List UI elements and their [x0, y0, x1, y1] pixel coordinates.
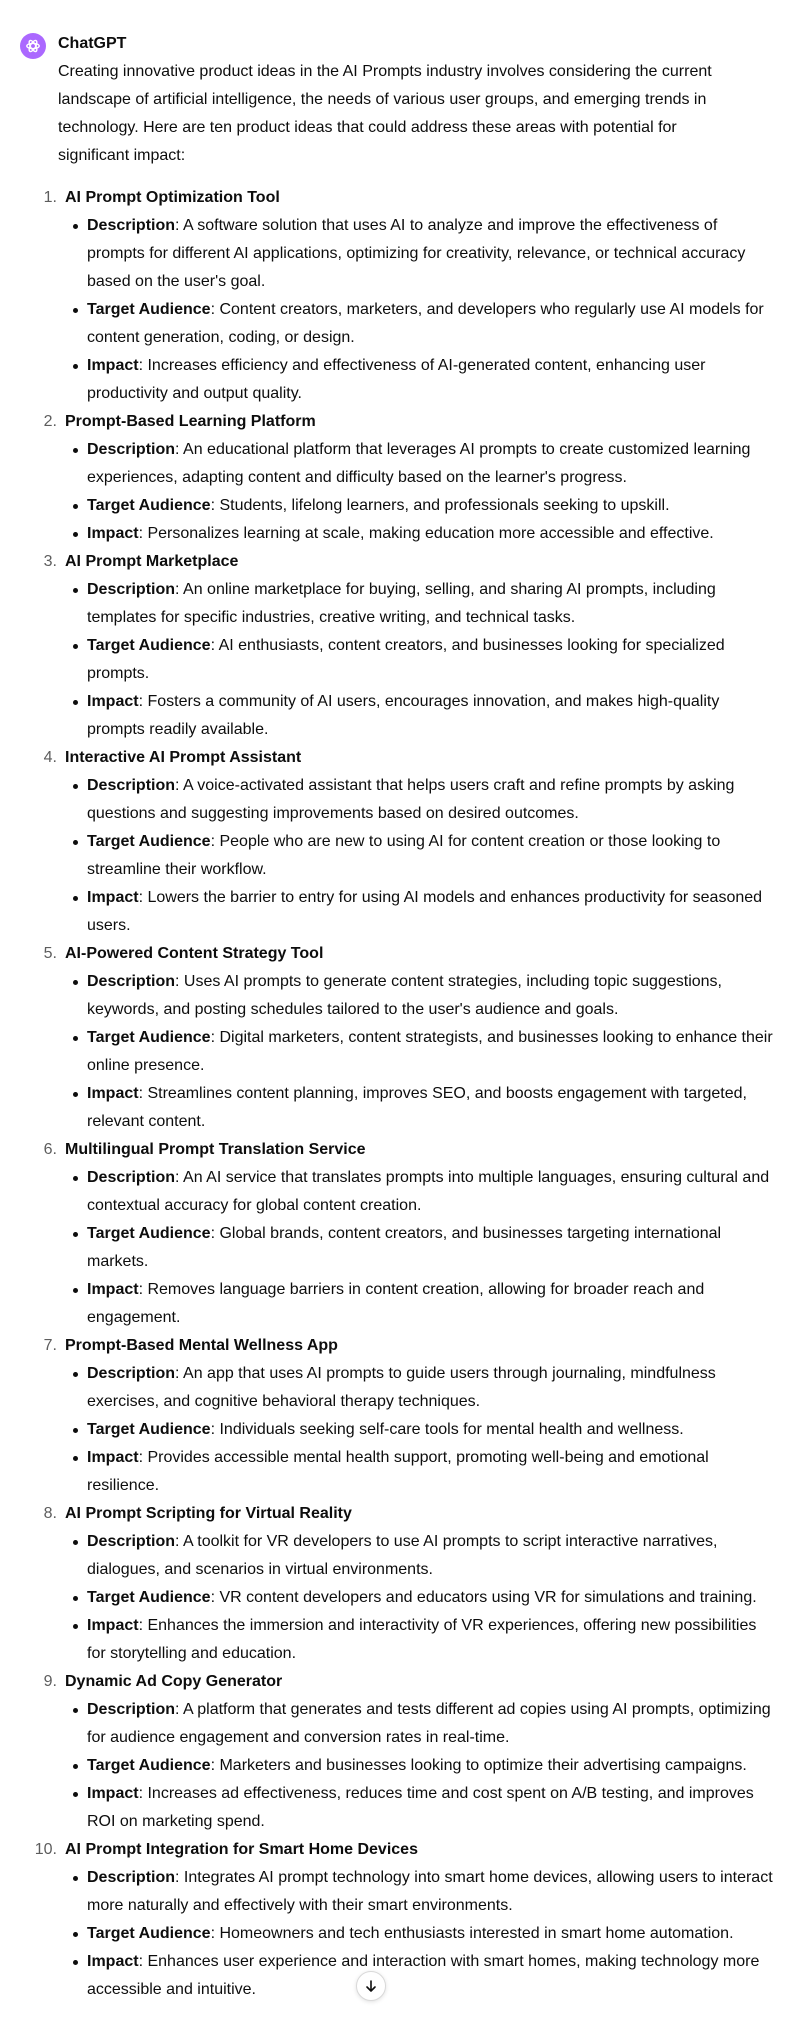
ideas-list [20, 184, 772, 2004]
idea-number: 1. [43, 189, 57, 206]
point-text: : Enhances the immersion and interactivity of VR experiences, offering new possibilities for storytelling and education. [87, 1617, 757, 1662]
idea-number: 10. [34, 1841, 57, 1858]
idea-number: 5. [43, 945, 57, 962]
point-text: : Provides accessible mental health support, promoting well-being and emotional resilience. [87, 1449, 709, 1494]
idea-number: 6. [43, 1141, 57, 1158]
point-label: Target Audience [87, 1029, 211, 1046]
idea-points [65, 1360, 772, 1500]
point-label: Target Audience [87, 1421, 211, 1438]
point-text: : Personalizes learning at scale, making education more accessible and effective. [138, 525, 714, 542]
point-label: Description [87, 1169, 176, 1186]
bullet-icon [73, 644, 78, 649]
bullet-icon [73, 308, 78, 313]
bullet-icon [73, 1288, 78, 1293]
idea-point [65, 520, 777, 548]
point-label: Description [87, 1869, 176, 1886]
point-label: Impact [87, 1281, 139, 1298]
point-label: Description [87, 777, 176, 794]
idea-point [65, 576, 777, 632]
idea-point [65, 1948, 777, 2004]
point-text: : Students, lifelong learners, and professionals seeking to upskill. [210, 497, 670, 514]
bullet-icon [73, 1596, 78, 1601]
point-text: : Increases ad effectiveness, reduces time and cost spent on A/B testing, and improves ROI on marketing spend. [87, 1785, 754, 1830]
idea-point [65, 688, 777, 744]
point-label: Target Audience [87, 497, 211, 514]
idea-points [65, 212, 772, 408]
point-label: Description [87, 217, 176, 234]
idea-title: Prompt-Based Learning Platform [65, 413, 316, 430]
idea-item [20, 408, 772, 548]
idea-points [65, 1164, 772, 1332]
idea-point [65, 1920, 777, 1948]
bullet-icon [73, 700, 78, 705]
point-label: Target Audience [87, 1757, 211, 1774]
point-label: Impact [87, 525, 139, 542]
point-text: : A software solution that uses AI to analyze and improve the effectiveness of prompts for different AI applications, optimizing for creativity, relevance, or technical accuracy based on the user's goal. [87, 217, 746, 290]
idea-point [65, 352, 777, 408]
idea-number: 3. [43, 553, 57, 570]
idea-number: 7. [43, 1337, 57, 1354]
point-text: : Lowers the barrier to entry for using AI models and enhances productivity for seasoned users. [87, 889, 763, 934]
idea-point [65, 296, 777, 352]
point-label: Impact [87, 1085, 139, 1102]
idea-title: AI Prompt Integration for Smart Home Devices [65, 1841, 418, 1858]
point-text: : Enhances user experience and interaction with smart homes, making technology more accessible and intuitive. [87, 1953, 760, 1998]
point-label: Target Audience [87, 1589, 211, 1606]
point-text: : An app that uses AI prompts to guide users through journaling, mindfulness exercises, and cognitive behavioral therapy techniques. [87, 1365, 716, 1410]
point-label: Target Audience [87, 301, 211, 318]
idea-title: AI-Powered Content Strategy Tool [65, 945, 324, 962]
idea-title: Dynamic Ad Copy Generator [65, 1673, 283, 1690]
point-label: Impact [87, 1617, 139, 1634]
bullet-icon [73, 1876, 78, 1881]
idea-points [65, 576, 772, 744]
point-text: : Uses AI prompts to generate content strategies, including topic suggestions, keywords, and posting schedules tailored to the user's audience and goals. [87, 973, 722, 1018]
idea-point [65, 828, 777, 884]
idea-number: 9. [43, 1673, 57, 1690]
idea-item [20, 1500, 772, 1668]
bullet-icon [73, 1960, 78, 1965]
point-text: : An AI service that translates prompts into multiple languages, ensuring cultural and contextual accuracy for global content creation. [87, 1169, 770, 1214]
idea-points [65, 436, 772, 548]
point-text: : A toolkit for VR developers to use AI prompts to script interactive narratives, dialogues, and scenarios in virtual environments. [87, 1533, 718, 1578]
point-label: Description [87, 1365, 176, 1382]
idea-point [65, 1612, 777, 1668]
point-label: Description [87, 1701, 176, 1718]
point-label: Impact [87, 1953, 139, 1970]
point-label: Impact [87, 1785, 139, 1802]
point-text: : VR content developers and educators using VR for simulations and training. [210, 1589, 757, 1606]
point-label: Target Audience [87, 637, 211, 654]
point-text: : Content creators, marketers, and developers who regularly use AI models for content generation, coding, or design. [87, 301, 764, 346]
scroll-down-button[interactable] [356, 1971, 386, 2001]
idea-point [65, 632, 777, 688]
idea-item [20, 1332, 772, 1500]
idea-item [20, 940, 772, 1136]
point-label: Description [87, 581, 176, 598]
bullet-icon [73, 1372, 78, 1377]
idea-point [65, 1528, 777, 1584]
point-text: : Digital marketers, content strategists, and businesses looking to enhance their online presence. [87, 1029, 773, 1074]
message-author: ChatGPT [58, 35, 127, 52]
idea-point [65, 1416, 777, 1444]
point-label: Impact [87, 693, 139, 710]
idea-point [65, 1780, 777, 1836]
idea-item [20, 1668, 772, 1836]
bullet-icon [73, 588, 78, 593]
point-label: Description [87, 1533, 176, 1550]
idea-item [20, 744, 772, 940]
idea-points [65, 968, 772, 1136]
idea-number: 2. [43, 413, 57, 430]
bullet-icon [73, 840, 78, 845]
bullet-icon [73, 1792, 78, 1797]
idea-number: 8. [43, 1505, 57, 1522]
bullet-icon [73, 896, 78, 901]
bullet-icon [73, 1036, 78, 1041]
point-text: : AI enthusiasts, content creators, and businesses looking for specialized prompts. [87, 637, 725, 682]
point-text: : Increases efficiency and effectiveness of AI-generated content, enhancing user productivity and output quality. [87, 357, 706, 402]
bullet-icon [73, 1708, 78, 1713]
point-label: Target Audience [87, 1925, 211, 1942]
idea-item [20, 548, 772, 744]
idea-point [65, 1696, 777, 1752]
idea-title: Prompt-Based Mental Wellness App [65, 1337, 338, 1354]
idea-point [65, 884, 777, 940]
idea-point [65, 212, 777, 296]
idea-points [65, 1864, 772, 2004]
chatgpt-avatar [20, 33, 46, 59]
idea-title: Multilingual Prompt Translation Service [65, 1141, 366, 1158]
idea-points [65, 1696, 772, 1836]
point-text: : Global brands, content creators, and businesses targeting international markets. [87, 1225, 722, 1270]
point-text: : Individuals seeking self-care tools for mental health and wellness. [210, 1421, 684, 1438]
idea-point [65, 1584, 777, 1612]
idea-point [65, 1752, 777, 1780]
idea-point [65, 1360, 777, 1416]
point-text: : A platform that generates and tests different ad copies using AI prompts, optimizing for audience engagement and conversion rates in real-time. [87, 1701, 771, 1746]
bullet-icon [73, 1540, 78, 1545]
idea-points [65, 1528, 772, 1668]
idea-point [65, 1080, 777, 1136]
bullet-icon [73, 1428, 78, 1433]
idea-number: 4. [43, 749, 57, 766]
idea-title: AI Prompt Marketplace [65, 553, 239, 570]
bullet-icon [73, 1764, 78, 1769]
bullet-icon [73, 532, 78, 537]
idea-item [20, 184, 772, 408]
intro-paragraph: Creating innovative product ideas in the AI Prompts industry involves considering the current landscape of artificial intelligence, the needs of various user groups, and emerging trends in technology. Here are ten product ideas that could address these areas with potential for significant impact: [58, 63, 712, 164]
bullet-icon [73, 448, 78, 453]
arrow-down-icon [364, 1979, 378, 1993]
point-label: Description [87, 441, 176, 458]
point-text: : Homeowners and tech enthusiasts interested in smart home automation. [210, 1925, 734, 1942]
idea-item [20, 1136, 772, 1332]
point-label: Description [87, 973, 176, 990]
idea-point [65, 1276, 777, 1332]
bullet-icon [73, 1456, 78, 1461]
point-text: : Integrates AI prompt technology into smart home devices, allowing users to interact more naturally and effectively with their smart environments. [87, 1869, 773, 1914]
point-text: : Removes language barriers in content creation, allowing for broader reach and engagement. [87, 1281, 705, 1326]
idea-point [65, 1024, 777, 1080]
idea-point [65, 436, 777, 492]
idea-title: AI Prompt Optimization Tool [65, 189, 280, 206]
bullet-icon [73, 1176, 78, 1181]
bullet-icon [73, 980, 78, 985]
point-text: : An educational platform that leverages AI prompts to create customized learning experiences, adapting content and difficulty based on the learner's progress. [87, 441, 751, 486]
bullet-icon [73, 504, 78, 509]
point-text: : Marketers and businesses looking to optimize their advertising campaigns. [210, 1757, 747, 1774]
idea-point [65, 1164, 777, 1220]
point-label: Target Audience [87, 833, 211, 850]
idea-point [65, 492, 777, 520]
idea-point [65, 1864, 777, 1920]
idea-point [65, 772, 777, 828]
point-text: : An online marketplace for buying, selling, and sharing AI prompts, including templates for specific industries, creative writing, and technical tasks. [87, 581, 716, 626]
point-label: Target Audience [87, 1225, 211, 1242]
idea-point [65, 1444, 777, 1500]
bullet-icon [73, 1092, 78, 1097]
bullet-icon [73, 1232, 78, 1237]
openai-logo-icon [25, 38, 41, 54]
idea-point [65, 968, 777, 1024]
point-text: : People who are new to using AI for content creation or those looking to streamline their workflow. [87, 833, 721, 878]
bullet-icon [73, 1624, 78, 1629]
idea-points [65, 772, 772, 940]
point-text: : Streamlines content planning, improves SEO, and boosts engagement with targeted, relevant content. [87, 1085, 747, 1130]
point-text: : Fosters a community of AI users, encourages innovation, and makes high-quality prompts readily available. [87, 693, 720, 738]
idea-item [20, 1836, 772, 2004]
idea-title: AI Prompt Scripting for Virtual Reality [65, 1505, 352, 1522]
bullet-icon [73, 364, 78, 369]
bullet-icon [73, 1932, 78, 1937]
point-label: Impact [87, 1449, 139, 1466]
point-label: Impact [87, 889, 139, 906]
point-text: : A voice-activated assistant that helps users craft and refine prompts by asking questions and suggesting improvements based on desired outcomes. [87, 777, 735, 822]
idea-point [65, 1220, 777, 1276]
bullet-icon [73, 784, 78, 789]
point-label: Impact [87, 357, 139, 374]
idea-title: Interactive AI Prompt Assistant [65, 749, 302, 766]
bullet-icon [73, 224, 78, 229]
